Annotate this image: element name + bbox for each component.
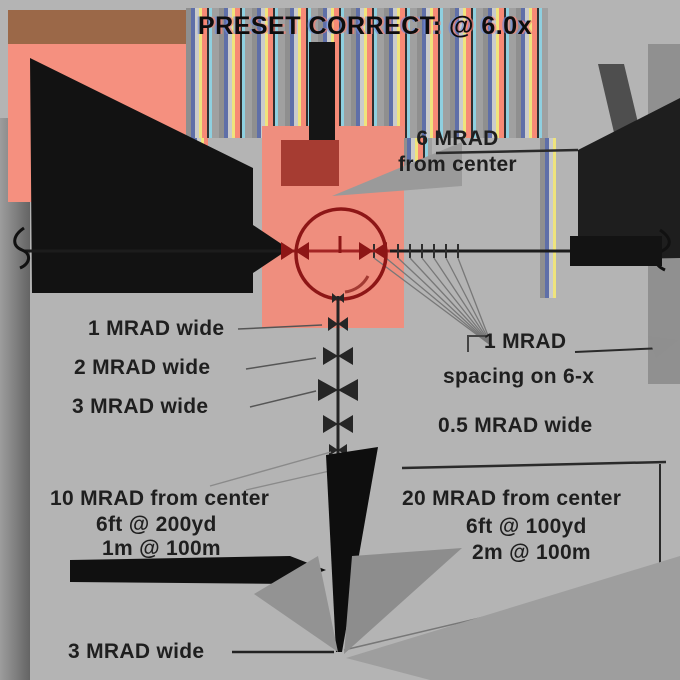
ten-mrad-line1: 10 MRAD from center	[50, 487, 270, 510]
twenty-mrad-top-line	[402, 462, 666, 468]
red-glitch-arc	[345, 276, 368, 292]
top-heavy-post	[309, 42, 335, 140]
six-mrad-line2: from center	[398, 153, 517, 176]
width-label-leaders	[238, 325, 322, 407]
twenty-mrad-line2: 6ft @ 100yd	[466, 515, 587, 538]
twenty-mrad-line1: 20 MRAD from center	[402, 487, 622, 510]
spacing-line2: spacing on 6-x	[443, 365, 595, 388]
spacing-line1: 1 MRAD	[484, 330, 567, 353]
spacing-label-leader	[575, 348, 664, 352]
one-mrad-wide-label: 1 MRAD wide	[88, 317, 225, 340]
right-heavy-post	[570, 236, 662, 266]
ten-mrad-leaders	[210, 452, 334, 490]
bottom-width-label: 3 MRAD wide	[68, 640, 205, 663]
ten-mrad-line2: 6ft @ 200yd	[96, 513, 217, 536]
red-center-circle	[296, 209, 386, 299]
six-mrad-label	[370, 126, 545, 178]
callout-wedge-left	[30, 58, 289, 293]
page-title: PRESET CORRECT: @ 6.0x	[197, 12, 533, 40]
six-mrad-line1: 6 MRAD	[416, 127, 499, 150]
two-mrad-wide-label: 2 MRAD wide	[74, 356, 211, 379]
twenty-mrad-line3: 2m @ 100m	[472, 541, 591, 564]
spacing-line3: 0.5 MRAD wide	[438, 414, 593, 437]
leader-fan-lines	[374, 258, 492, 346]
three-mrad-wide-label: 3 MRAD wide	[72, 395, 209, 418]
spacing-leader-arrowhead	[648, 336, 678, 358]
left-break-mark	[15, 228, 29, 268]
ten-mrad-line3: 1m @ 100m	[102, 537, 221, 560]
